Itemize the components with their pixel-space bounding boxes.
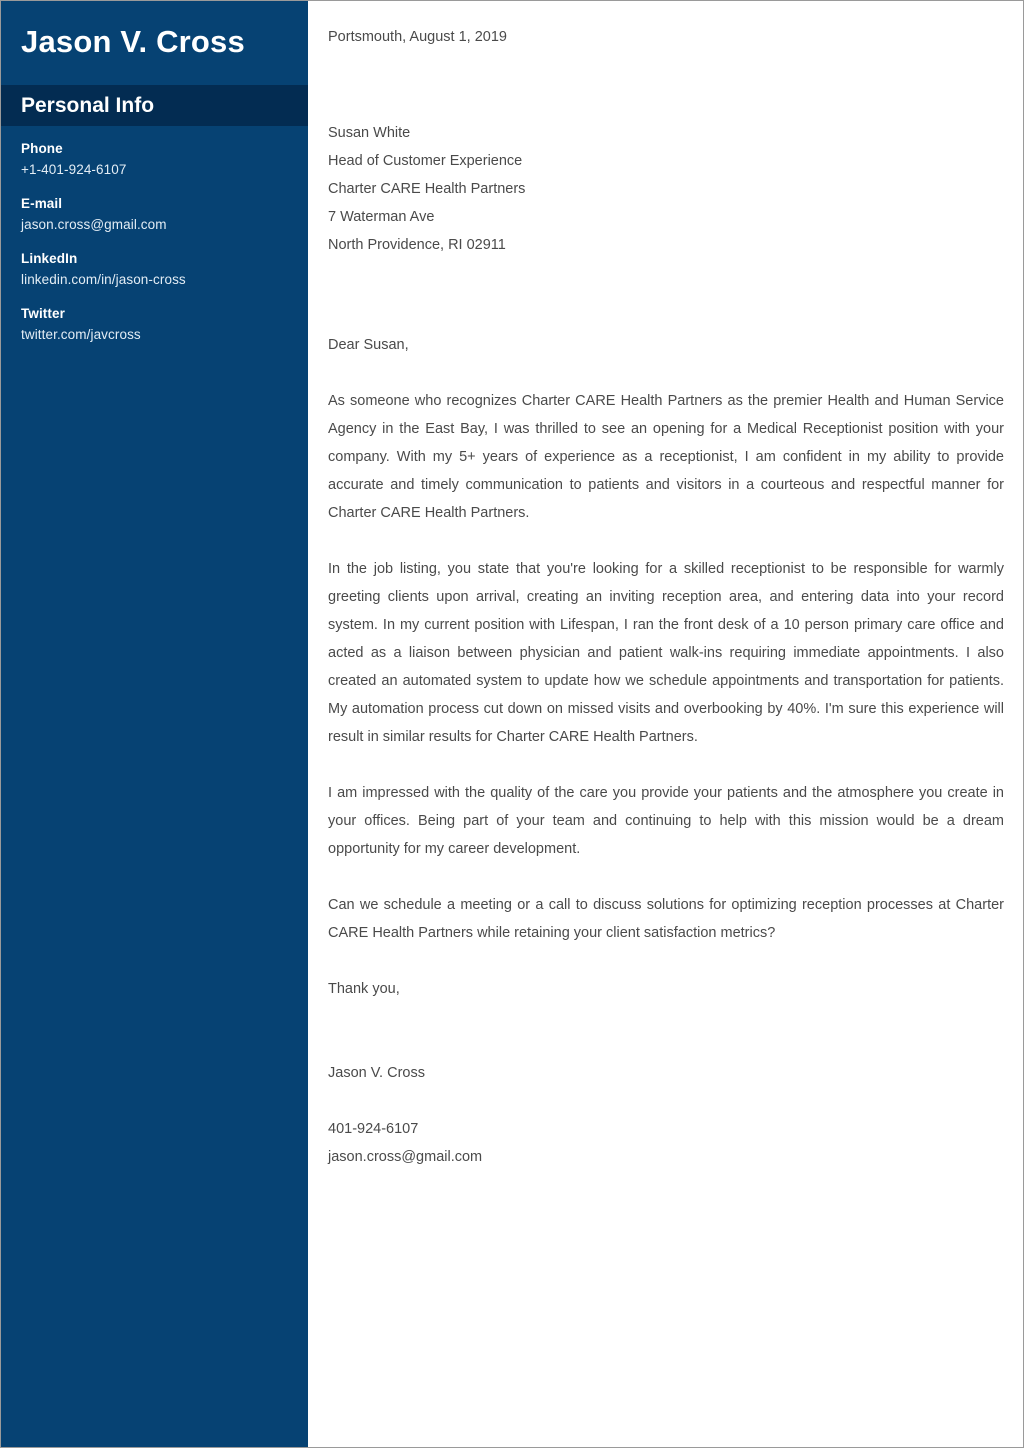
contact-value-linkedin: linkedin.com/in/jason-cross [21,272,186,287]
recipient-company: Charter CARE Health Partners [328,181,526,197]
signature-name: Jason V. Cross [328,1065,425,1081]
contact-value-email: jason.cross@gmail.com [21,217,167,232]
recipient-title: Head of Customer Experience [328,153,523,169]
personal-info-header-band [1,85,308,126]
letter-date: Portsmouth, August 1, 2019 [328,29,507,45]
contact-label-email: E-mail [21,196,63,211]
body-paragraph-4: Can we schedule a meeting or a call to discuss solutions for optimizing reception processes at Charter CARE Health Partners while retaining your client satisfaction metrics? [328,897,1004,941]
recipient-address-block [328,47,1004,259]
signature-email: jason.cross@gmail.com [328,1149,483,1165]
body-paragraph-1: As someone who recognizes Charter CARE Health Partners as the premier Health and Human Service Agency in the East Bay, I was thrilled to see an opening for a Medical Receptionist position with your company. With my 5+ years of experience as a receptionist, I am confident in my ability to provide accurate and timely communication to patients and visitors in a courteous and respectful manner for Charter CARE Health Partners. [328,393,1004,521]
signature-contact-block [328,1115,1004,1171]
contact-item-linkedin [21,249,288,290]
body-paragraph-2: In the job listing, you state that you're looking for a skilled receptionist to be responsible for warmly greeting clients upon arrival, creating an inviting reception area, and entering data into your record system. In my current position with Lifespan, I ran the front desk of a 10 person primary care office and acted as a liaison between physician and patient walk-ins requiring immediate appointments. I also created an automated system to update how we schedule appointments and transportation for patients. My automation process cut down on missed visits and overbooking by 40%. I'm sure this experience will result in similar results for Charter CARE Health Partners. [328,561,1004,745]
contact-list [1,139,308,359]
body-paragraph-3: I am impressed with the quality of the care you provide your patients and the atmosphere you create in your offices. Being part of your team and continuing to help with this mission would be a dream opportunity for my career development. [328,785,1004,857]
contact-label-linkedin: LinkedIn [21,251,78,266]
contact-value-twitter: twitter.com/javcross [21,327,141,342]
sidebar [1,1,308,1448]
letter-body [328,1,1004,1171]
salutation: Dear Susan, [328,337,409,353]
recipient-city-state-zip: North Providence, RI 02911 [328,237,506,253]
contact-item-twitter [21,304,288,345]
personal-info-title: Personal Info [21,94,155,117]
contact-item-email [21,194,288,235]
signature-phone: 401-924-6107 [328,1121,419,1137]
recipient-name: Susan White [328,125,411,141]
recipient-street: 7 Waterman Ave [328,209,435,225]
closing-line: Thank you, [328,981,400,997]
contact-label-phone: Phone [21,141,63,156]
contact-value-phone: +1-401-924-6107 [21,162,127,177]
candidate-name: Jason V. Cross [21,24,245,59]
contact-item-phone [21,139,288,180]
contact-label-twitter: Twitter [21,306,65,321]
